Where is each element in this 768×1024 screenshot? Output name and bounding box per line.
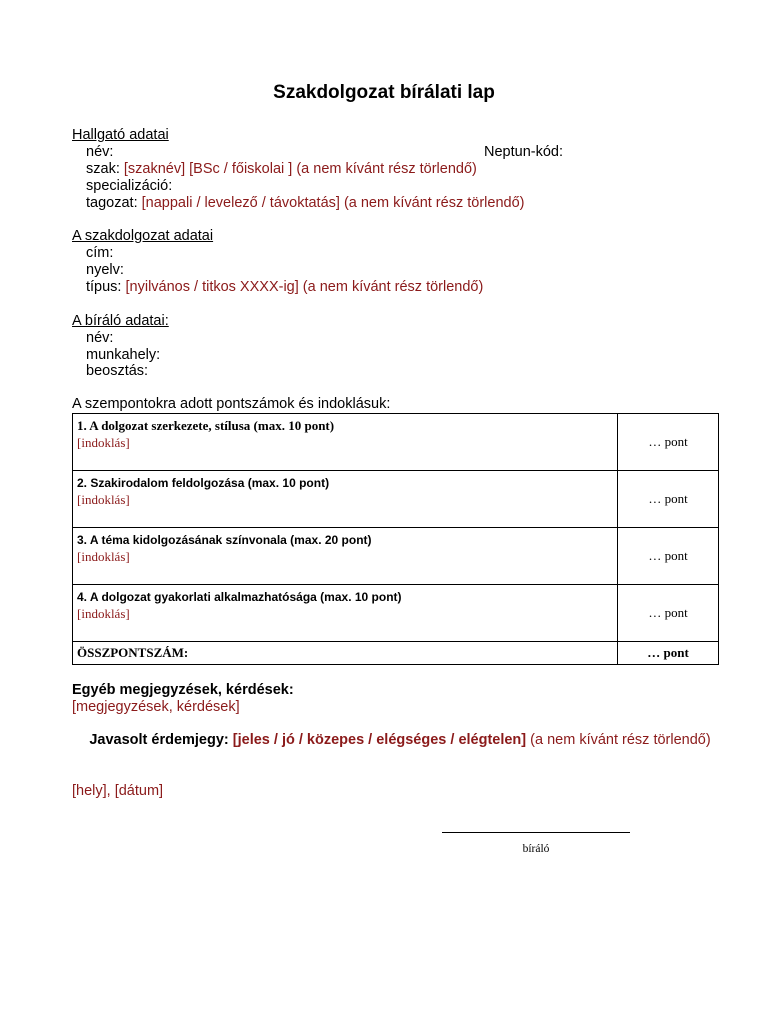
criterion-title: 2. Szakirodalom feldolgozása (max. 10 pont) [77, 476, 330, 490]
major-label: szak: [86, 161, 120, 177]
student-heading: Hallgató adatai [72, 127, 169, 143]
total-cell [73, 642, 618, 665]
thesis-heading: A szakdolgozat adatai [72, 228, 214, 244]
total-label: ÖSSZPONTSZÁM: [77, 645, 189, 660]
thesis-type-field [86, 279, 483, 296]
specialization-label: specializáció: [86, 178, 173, 194]
thesis-language-label: nyelv: [86, 262, 124, 278]
study-mode-value: [nappali / levelező / távoktatás] (a nem kívánt rész törlendő) [141, 195, 525, 211]
reviewer-position-label: beosztás: [86, 363, 149, 379]
table-row [73, 528, 719, 585]
study-mode-label: tagozat: [86, 195, 138, 211]
study-mode-field [86, 195, 524, 212]
criterion-cell [73, 585, 618, 642]
thesis-type-value: [nyilvános / titkos XXXX-ig] (a nem kívánt rész törlendő) [125, 279, 484, 295]
thesis-title-label: cím: [86, 245, 114, 261]
remarks-value: [megjegyzések, kérdések] [72, 699, 240, 715]
criterion-title: 3. A téma kidolgozásának színvonala (max. 20 pont) [77, 533, 372, 547]
criterion-cell [73, 528, 618, 585]
criterion-cell [73, 414, 618, 471]
suggested-grade [60, 732, 740, 749]
table-row [73, 414, 719, 471]
criterion-points: … pont [618, 414, 719, 471]
place-date: [hely], [dátum] [72, 783, 164, 799]
major-value: [szaknév] [BSc / főiskolai ] (a nem kívánt rész törlendő) [123, 161, 477, 177]
scores-intro: A szempontokra adott pontszámok és indoklásuk: [72, 396, 391, 412]
table-row [73, 585, 719, 642]
grade-label: Javasolt érdemjegy: [89, 732, 229, 748]
total-row [73, 642, 719, 665]
criterion-title: 1. A dolgozat szerkezete, stílusa (max. 10 pont) [77, 418, 335, 433]
criterion-justification: [indoklás] [77, 492, 130, 507]
signature-caption: bíráló [522, 843, 550, 855]
grade-note: (a nem kívánt rész törlendő) [530, 732, 711, 748]
scores-table [72, 413, 719, 665]
student-name-label: név: [86, 144, 114, 160]
major-field [86, 161, 477, 178]
thesis-type-label: típus: [86, 279, 122, 295]
criterion-cell [73, 471, 618, 528]
criterion-points: … pont [618, 471, 719, 528]
remarks-heading: Egyéb megjegyzések, kérdések: [72, 682, 294, 698]
criterion-points: … pont [618, 528, 719, 585]
criterion-justification: [indoklás] [77, 435, 130, 450]
criterion-justification: [indoklás] [77, 549, 130, 564]
signature-line [442, 822, 630, 833]
reviewer-heading: A bíráló adatai: [72, 313, 169, 329]
grade-options: [jeles / jó / közepes / elégséges / elégtelen] [232, 732, 527, 748]
reviewer-workplace-label: munkahely: [86, 347, 161, 363]
reviewer-name-label: név: [86, 330, 114, 346]
neptun-code-label: Neptun-kód: [484, 144, 563, 160]
criterion-points: … pont [618, 585, 719, 642]
criterion-title: 4. A dolgozat gyakorlati alkalmazhatósága (max. 10 pont) [77, 590, 402, 604]
page-title: Szakdolgozat bírálati lap [273, 82, 495, 103]
table-row [73, 471, 719, 528]
total-points: … pont [618, 642, 719, 665]
criterion-justification: [indoklás] [77, 606, 130, 621]
